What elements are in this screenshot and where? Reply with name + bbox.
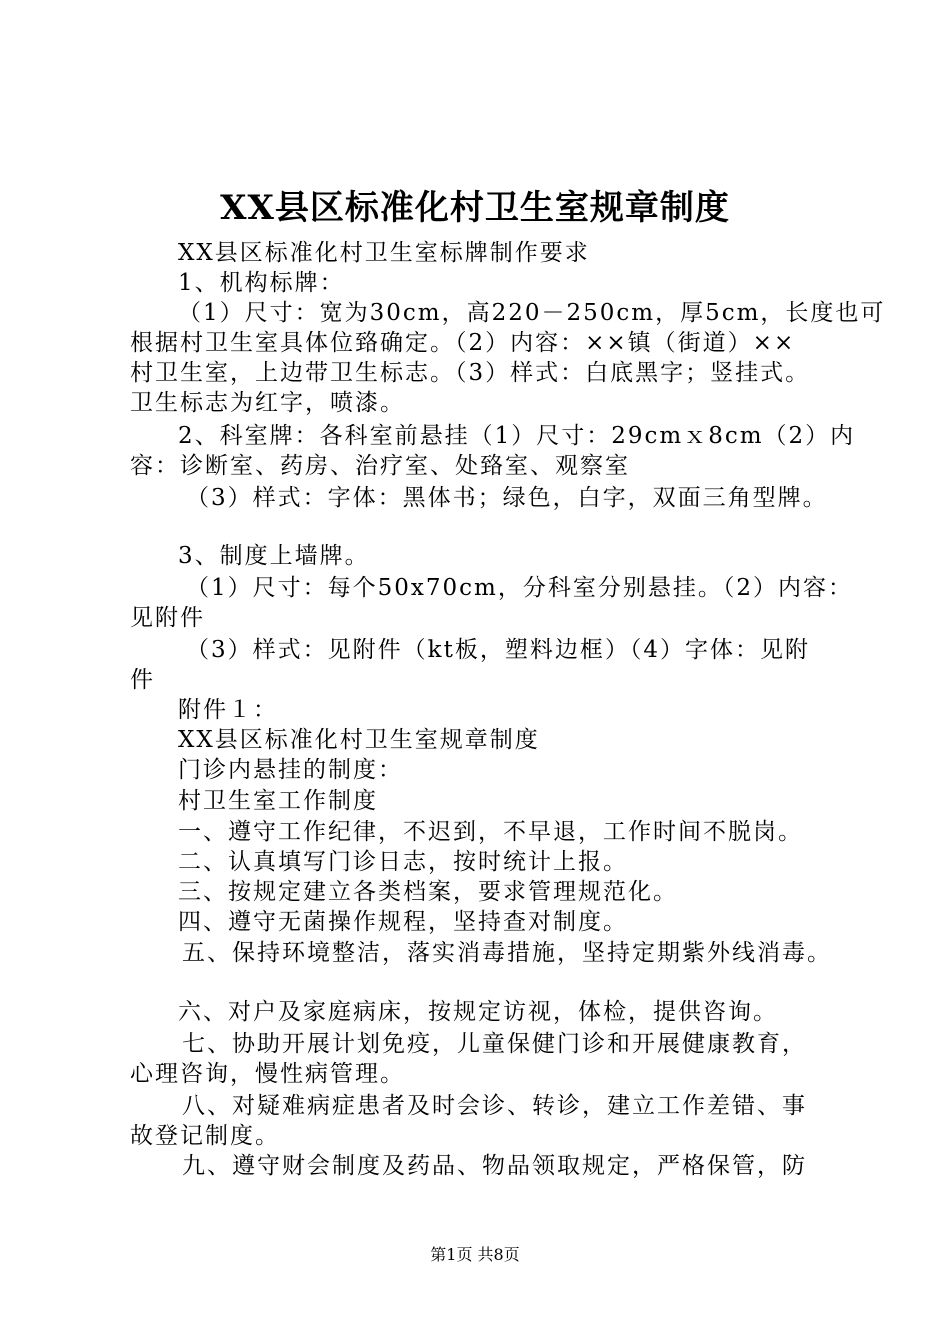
text-line-10: 3、制度上墙牌。 — [178, 543, 370, 569]
text-line-28: 故登记制度。 — [130, 1123, 280, 1149]
page-number: 第1页 共8页 — [430, 1245, 520, 1264]
text-line-27: 八、对疑难病症患者及时会诊、转诊，建立工作差错、事 — [182, 1093, 807, 1119]
text-line-3: （1）尺寸：宽为30cm，高220－250cm，厚5cm，长度也可 — [178, 300, 886, 326]
text-line-25: 七、协助开展计划免疫，儿童保健门诊和开展健康教育， — [182, 1031, 807, 1057]
text-line-13: （3）样式：见附件（kt板，塑料边框）（4）字体：见附 — [186, 637, 810, 663]
text-line-6: 卫生标志为红字，喷漆。 — [130, 390, 405, 416]
text-line-4: 根据村卫生室具体位臵确定。（2）内容：××镇（街道）×× — [130, 330, 796, 356]
text-line-19: 一、遵守工作纪律，不迟到，不早退，工作时间不脱岗。 — [178, 819, 803, 845]
text-line-14: 件 — [130, 667, 155, 693]
text-line-8: 容：诊断室、药房、治疗室、处臵室、观察室 — [130, 453, 630, 479]
text-line-18: 村卫生室工作制度 — [178, 788, 378, 814]
text-line-16: XX县区标准化村卫生室规章制度 — [178, 727, 540, 753]
text-line-20: 二、认真填写门诊日志，按时统计上报。 — [178, 849, 628, 875]
text-line-26: 心理咨询，慢性病管理。 — [130, 1061, 405, 1087]
text-line-21: 三、按规定建立各类档案，要求管理规范化。 — [178, 879, 678, 905]
text-line-29: 九、遵守财会制度及药品、物品领取规定，严格保管，防 — [182, 1153, 807, 1179]
text-line-15: 附件１： — [178, 697, 278, 723]
text-line-17: 门诊内悬挂的制度： — [178, 757, 403, 783]
text-line-22: 四、遵守无菌操作规程，坚持查对制度。 — [178, 909, 628, 935]
text-line-2: 1、机构标牌： — [178, 270, 345, 296]
text-line-12: 见附件 — [130, 605, 205, 631]
document-title: XX县区标准化村卫生室规章制度 — [220, 188, 730, 228]
text-line-11: （1）尺寸：每个50x70cm，分科室分别悬挂。（2）内容： — [186, 575, 853, 601]
text-line-7: 2、科室牌：各科室前悬挂（1）尺寸：29cmｘ8cm（2）内 — [178, 423, 856, 449]
text-line-23: 五、保持环境整洁，落实消毒措施，坚持定期紫外线消毒。 — [182, 940, 832, 966]
text-line-5: 村卫生室，上边带卫生标志。（3）样式：白底黑字；竖挂式。 — [130, 360, 811, 386]
text-line-24: 六、对户及家庭病床，按规定访视，体检，提供咨询。 — [178, 999, 778, 1025]
text-line-9: （3）样式：字体：黑体书；绿色，白字，双面三角型牌。 — [186, 485, 828, 511]
text-line-1: XX县区标准化村卫生室标牌制作要求 — [178, 240, 590, 266]
